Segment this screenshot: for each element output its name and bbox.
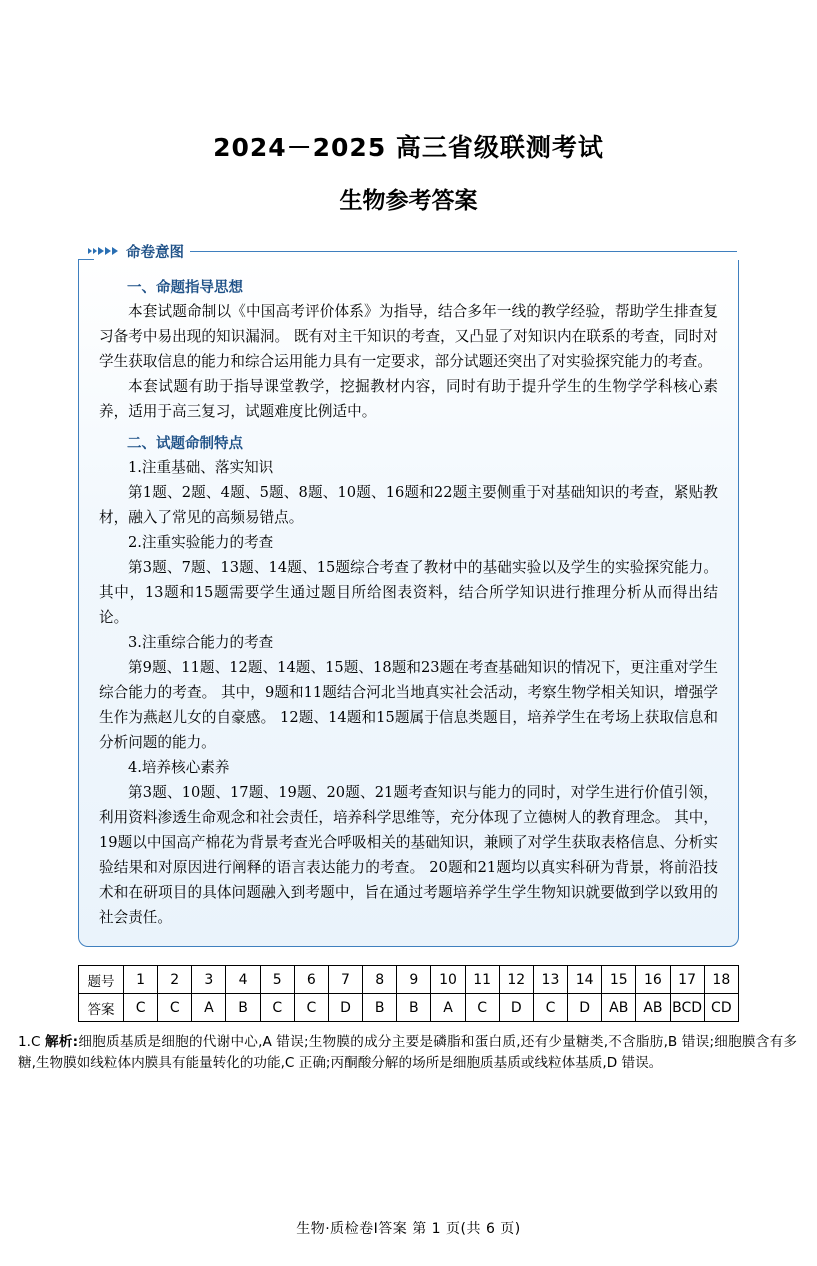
- table-cell: 3: [192, 966, 226, 994]
- feature-1-heading: 1.注重基础、落实知识: [128, 459, 274, 476]
- explanation-number: 1.C: [18, 1034, 41, 1050]
- table-cell: A: [192, 994, 226, 1022]
- intent-box-rule: [190, 251, 737, 252]
- table-cell: 14: [568, 966, 602, 994]
- table-cell: 17: [670, 966, 704, 994]
- intent-box-body: [78, 260, 739, 947]
- table-cell: 6: [294, 966, 328, 994]
- explanation-text: 细胞质基质是细胞的代谢中心,A 错误;生物膜的成分主要是磷脂和蛋白质,还有少量糖类,不含脂肪,B 错误;细胞膜含有多糖,生物膜如线粒体内膜具有能量转化的功能,C 正确;丙酮酸分解的场所是细胞质基质或线粒体基质,D 错误。: [18, 1034, 797, 1071]
- table-cell: 13: [533, 966, 567, 994]
- feature-4-body: 第3题、10题、17题、19题、20题、21题考查知识与能力的同时，对学生进行价值引领，利用资料渗透生命观念和社会责任，培养科学思维等，充分体现了立德树人的教育理念。 其中，19题以中国高产棉花为背景考查光合呼吸相关的基础知识，兼顾了对学生获取表格信息、分析实验结果和对原因进行阐释的语言表达能力的考查。 20题和21题均以真实科研为背景，将前沿技术和在研项目的具体问题融入到考题中，旨在通过考题培养学生学生物知识就要做到学以致用的社会责任。: [99, 784, 718, 926]
- table-cell: 4: [226, 966, 260, 994]
- table-cell: A: [431, 994, 465, 1022]
- table-cell: 2: [158, 966, 192, 994]
- table-cell: 12: [499, 966, 533, 994]
- table-cell: 10: [431, 966, 465, 994]
- answer-table-wrapper: [78, 965, 739, 1022]
- paragraph-2: 本套试题有助于指导课堂教学，挖掘教材内容，同时有助于提升学生的生物学学科核心素养，适用于高三复习，试题难度比例适中。: [99, 378, 718, 420]
- table-cell: C: [294, 994, 328, 1022]
- table-cell: B: [226, 994, 260, 1022]
- arrow-decoration-icon: [88, 247, 118, 255]
- page-title: 2024－2025 高三省级联测考试: [213, 133, 604, 162]
- feature-4-heading: 4.培养核心素养: [128, 759, 230, 776]
- explanation-label: 解析:: [45, 1034, 79, 1050]
- intent-box: [78, 241, 739, 947]
- feature-3-body: 第9题、11题、12题、14题、15题、18题和23题在考查基础知识的情况下，更注重对学生综合能力的考查。 其中，9题和11题结合河北当地真实社会活动，考察生物学相关知识，增强学生作为燕赵儿女的自豪感。 12题、14题和15题属于信息类题目，培养学生在考场上获取信息和分析问题的能力。: [99, 659, 718, 751]
- table-cell: C: [533, 994, 567, 1022]
- section-heading-features: 二、试题命制特点: [127, 436, 243, 452]
- table-cell: C: [158, 994, 192, 1022]
- table-cell: 5: [260, 966, 294, 994]
- table-cell: D: [499, 994, 533, 1022]
- table-cell: CD: [704, 994, 738, 1022]
- table-cell: BCD: [670, 994, 704, 1022]
- table-cell: 7: [328, 966, 362, 994]
- feature-2-heading: 2.注重实验能力的考查: [128, 534, 274, 551]
- table-cell: C: [465, 994, 499, 1022]
- table-cell: D: [328, 994, 362, 1022]
- table-cell: D: [568, 994, 602, 1022]
- table-row-questions: [79, 966, 739, 994]
- intent-box-header: [78, 241, 739, 261]
- table-cell: 15: [602, 966, 636, 994]
- table-cell: 18: [704, 966, 738, 994]
- answer-table: [78, 965, 739, 1022]
- feature-1-body: 第1题、2题、4题、5题、8题、10题、16题和22题主要侧重于对基础知识的考查，紧贴教材，融入了常见的高频易错点。: [99, 484, 718, 526]
- table-cell: AB: [636, 994, 670, 1022]
- table-cell: 11: [465, 966, 499, 994]
- explanation-block: [18, 1032, 797, 1074]
- table-cell: AB: [602, 994, 636, 1022]
- table-cell: B: [363, 994, 397, 1022]
- table-cell: 1: [124, 966, 158, 994]
- row-header-question: 题号: [79, 966, 124, 994]
- page: [0, 128, 817, 1266]
- page-footer: 生物·质检卷Ⅰ答案 第 1 页(共 6 页): [296, 1221, 521, 1237]
- table-cell: 8: [363, 966, 397, 994]
- section-heading-guiding-ideology: 一、命题指导思想: [127, 280, 243, 296]
- page-subtitle: 生物参考答案: [339, 188, 478, 214]
- table-cell: B: [397, 994, 431, 1022]
- table-cell: 9: [397, 966, 431, 994]
- paragraph-1: 本套试题命制以《中国高考评价体系》为指导，结合多年一线的教学经验，帮助学生排查复习备考中易出现的知识漏洞。 既有对主干知识的考查，又凸显了对知识内在联系的考查，同时对学生获取信息的能力和综合运用能力具有一定要求，部分试题还突出了对实验探究能力的考查。: [99, 303, 718, 370]
- row-header-answer: 答案: [79, 994, 124, 1022]
- table-cell: C: [260, 994, 294, 1022]
- feature-2-body: 第3题、7题、13题、14题、15题综合考查了教材中的基础实验以及学生的实验探究能力。 其中，13题和15题需要学生通过题目所给图表资料，结合所学知识进行推理分析从而得出结论。: [99, 559, 718, 626]
- table-cell: 16: [636, 966, 670, 994]
- intent-box-title: 命卷意图: [124, 241, 190, 262]
- table-cell: C: [124, 994, 158, 1022]
- feature-3-heading: 3.注重综合能力的考查: [128, 634, 274, 651]
- table-row-answers: [79, 994, 739, 1022]
